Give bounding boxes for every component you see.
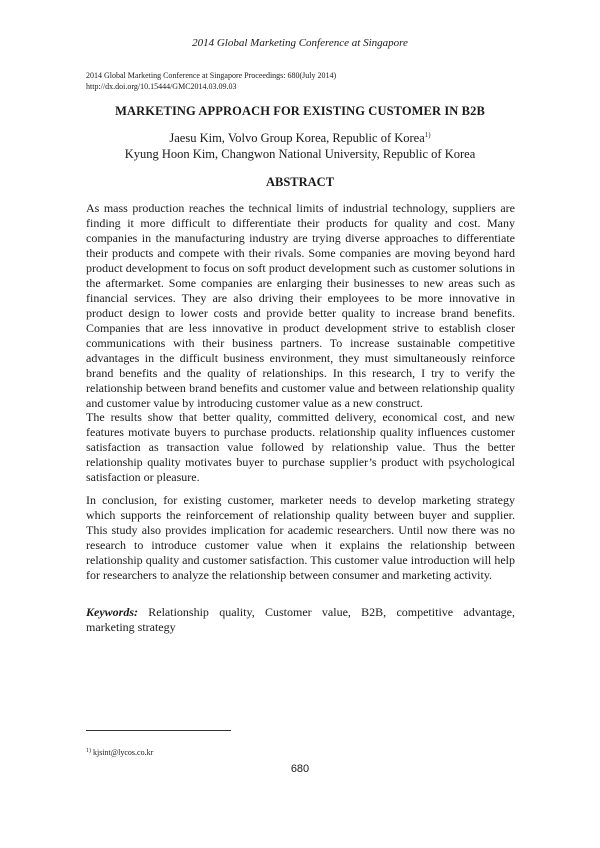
keywords-label: Keywords: bbox=[86, 605, 138, 619]
proceedings-info bbox=[86, 70, 516, 92]
running-head: 2014 Global Marketing Conference at Singapore bbox=[192, 37, 408, 49]
author-2: Kyung Hoon Kim, Changwon National University, Republic of Korea bbox=[124, 147, 476, 161]
footnote bbox=[86, 748, 153, 757]
footnote-email: kjsint@lycos.co.kr bbox=[93, 748, 154, 757]
doi-link[interactable]: http://dx.doi.org/10.15444/GMC2014.03.09.03 bbox=[86, 82, 237, 91]
page-number: 680 bbox=[290, 763, 310, 775]
abstract-paragraph-2: The results show that better quality, committed delivery, economical cost, and new features motivate buyers to purchase products. relationship quality influences customer satisfaction as transaction value followed by relationship value. Thus the better relationship quality motivates buyer to purchase supplier’s product with psychological satisfaction or pleasure. bbox=[86, 410, 515, 484]
keywords-list: Relationship quality, Customer value, B2B, competitive advantage, marketing strategy bbox=[86, 605, 515, 634]
author-line-1 bbox=[0, 130, 600, 146]
proceedings-line: 2014 Global Marketing Conference at Singapore Proceedings: 680(July 2014) bbox=[86, 71, 337, 80]
author-1-footnote-mark: 1) bbox=[424, 131, 431, 139]
author-1: Jaesu Kim, Volvo Group Korea, Republic of Korea bbox=[169, 131, 425, 145]
abstract-heading: ABSTRACT bbox=[265, 175, 335, 189]
footnote-divider bbox=[86, 730, 231, 731]
keywords bbox=[86, 605, 515, 635]
author-block bbox=[0, 130, 600, 162]
paper-title: MARKETING APPROACH FOR EXISTING CUSTOMER IN B2B bbox=[115, 104, 485, 118]
footnote-mark: 1) bbox=[86, 748, 91, 754]
abstract-paragraph-3: In conclusion, for existing customer, marketer needs to develop marketing strategy which supports the reinforcement of relationship quality between buyer and supplier. This study also provides implication for academic researchers. Until now there was no research to introduce customer value when it explains the relationship between relationship quality and customer satisfaction. This customer value introduction will help for researchers to analyze the relationship between consumer and marketing activity. bbox=[86, 493, 515, 582]
abstract-paragraph-1: As mass production reaches the technical limits of industrial technology, suppliers are finding it more difficult to differentiate their products for quality and cost. Many companies in the manufacturing industry are trying diverse approaches to differentiate their products and compete with their rivals. Some companies are moving beyond hard product development to focus on soft product development such as customer solutions in the aftermarket. Some companies are enlarging their businesses to new areas such as financial services. They are also driving their employees to be more innovative in product design to lower costs and provide better quality to increase brand benefits. Companies that are less innovative in product development strive to establish closer communications with their business partners. To increase sustainable competitive advantages in the difficult business environment, they must simultaneously reinforce brand benefits and the quality of relationships. In this research, I try to verify the relationship between brand benefits and customer value and between relationship quality and customer value by introducing customer value as a new construct. bbox=[86, 201, 515, 410]
